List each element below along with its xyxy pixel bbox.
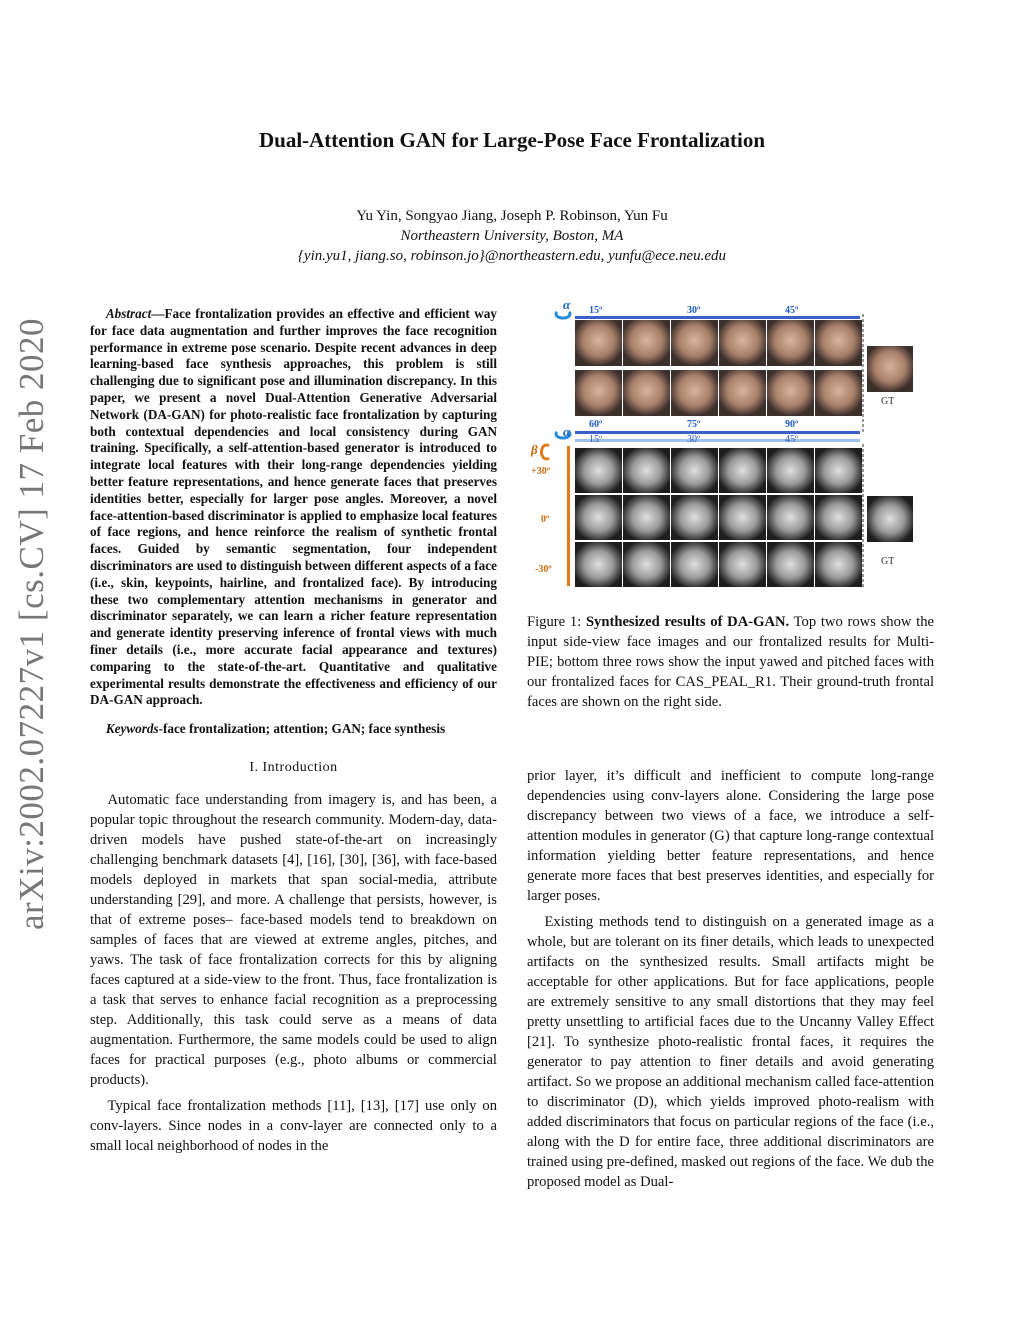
gt-face-top bbox=[867, 346, 913, 392]
alpha-label: α bbox=[563, 424, 571, 439]
alpha-label: α bbox=[563, 297, 571, 312]
email-line: {yin.yu1, jiang.so, robinson.jo}@northeastern.edu, yunfu@ece.neu.edu bbox=[297, 248, 727, 264]
angle-bar-bottom bbox=[575, 439, 860, 442]
intro-paragraph-2: Typical face frontalization methods [11], [13], [17] use only on conv-layers. Since nodes in a conv-layer are connected only to a small local neighborhood of nodes in the bbox=[90, 1097, 497, 1154]
beta-label: β bbox=[531, 442, 538, 457]
keywords bbox=[90, 721, 497, 738]
angle-label: 45º bbox=[785, 434, 799, 445]
caption-label: Figure 1: bbox=[527, 614, 582, 630]
caption-text: Top two rows show the input side-view face images and our frontalized results for Multi-PIE; bottom three rows show the input yawed and pitched faces with our frontalized faces for CAS_PEAL_R1. Their ground-truth frontal faces are shown on the right side. bbox=[527, 614, 934, 710]
pitch-label: +30º bbox=[531, 466, 550, 477]
keywords-label: Keywords bbox=[105, 721, 159, 737]
pitch-icon bbox=[541, 445, 549, 459]
angle-label: 75º bbox=[687, 419, 701, 430]
angle-label: 90º bbox=[785, 419, 799, 430]
abstract-label: Abstract bbox=[105, 306, 152, 321]
multipie-grid bbox=[575, 320, 913, 416]
section-heading: I. Introduction bbox=[249, 759, 338, 775]
left-column bbox=[90, 306, 497, 1162]
figure-graphic bbox=[527, 296, 934, 596]
arxiv-stamp: arXiv:2002.07227v1 [cs.CV] 17 Feb 2020 bbox=[12, 317, 51, 930]
gt-face-bottom bbox=[867, 496, 913, 542]
affiliation: Northeastern University, Boston, MA bbox=[400, 228, 624, 244]
keywords-text: -face frontalization; attention; GAN; face synthesis bbox=[158, 721, 446, 737]
caspeal-grid bbox=[575, 448, 913, 587]
abstract-text: —Face frontalization provides an effective and efficient way for face data augmentation and further improves the face recognition performance in extreme pose scenario. Despite recent advances in deep learning-based face synthesis approaches, this problem is still challenging due to significant pose and illumination discrepancy. In this paper, we present a novel Dual-Attention Generative Adversarial Network (DA-GAN) for photo-realistic face frontalization by capturing both contextual dependencies and local consistency during GAN training. Specifically, a self-attention-based generator is introduced to integrate local features with their long-range dependencies yielding better feature representations, and hence generate faces that preserves identities better, especially for larger pose angles. Moreover, a novel face-attention-based discriminator is applied to emphasize local features of face regions, and hence reinforce the realism of synthetic frontal faces. Guided by semantic segmentation, four independent discriminators are used to distinguish between different aspects of a face (i.e., skin, keypoints, hairline, and frontalized face). By introducing these two complementary attention mechanisms in generator and discriminator separately, we can learn a richer feature representation and generate identity preserving inference of frontal views with much finer details (i.e., more accurate facial appearance and textures) comparing to the state-of-the-art. Quantitative and qualitative experimental results demonstrate the effectiveness and efficiency of our DA-GAN approach. bbox=[90, 306, 497, 708]
intro-paragraph-1: Automatic face understanding from imagery is, and has been, a popular topic throughout the research community. Modern-day, data-driven models have pushed state-of-the-art on increasingly challenging benchmark datasets [4], [16], [30], [36], with face-based models deployed in markets that span social-media, attribute understanding [29], and more. A challenge that persists, however, is that of extreme poses– face-based models tend to breakdown on samples of faces that are viewed at extreme angles, pitches, and yaws. The task of face frontalization corrects for this by aligning faces captured at a side-view to the front. Thus, face frontalization is a task that serves to enhance facial recognition as a preprocessing step. Additionally, this task could serve as a means of data augmentation. Furthermore, the same models could be used to align faces for practical purposes (e.g., photo albums or commercial products). bbox=[90, 791, 497, 1088]
gt-label: GT bbox=[881, 556, 895, 567]
angle-bar-top bbox=[575, 316, 860, 319]
figure-1 bbox=[527, 296, 934, 596]
angle-label: 60º bbox=[589, 419, 603, 430]
author-block bbox=[0, 206, 1024, 266]
angle-bar-mid bbox=[575, 431, 860, 434]
angle-label: 30º bbox=[687, 434, 701, 445]
abstract bbox=[90, 306, 497, 709]
right-column bbox=[527, 766, 934, 1198]
angle-label: 15º bbox=[589, 434, 603, 445]
angle-label: 15º bbox=[589, 305, 603, 316]
pitch-label: -30º bbox=[535, 564, 552, 575]
authors: Yu Yin, Songyao Jiang, Joseph P. Robinson, Yun Fu bbox=[356, 208, 668, 224]
right-paragraph-2: Existing methods tend to distinguish on a generated image as a whole, but are tolerant on its finer details, which leads to unexpected artifacts on the synthesized results. Small artifacts might be acceptable for other applications. But for face applications, people are extremely sensitive to any small distortions that they may feel pretty unsettling to artificial faces due to the Uncanny Valley Effect [21]. To synthesize photo-realistic frontal faces, it requires the generator to pay attention to finer details and avoid generating artifact. So we propose an additional mechanism called face-attention to discriminator (D), which yields improved photo-realism with added discriminators that focus on particular regions of the face (i.e., along with the D for entire face, three additional discriminators are trained using pre-defined, masked out regions of the face. We dub the proposed model as Dual- bbox=[527, 914, 934, 1190]
angle-label: 30º bbox=[687, 305, 701, 316]
pitch-bar bbox=[567, 446, 570, 586]
gt-label: GT bbox=[881, 396, 895, 407]
angle-label: 45º bbox=[785, 305, 799, 316]
caption-title: Synthesized results of DA-GAN. bbox=[585, 614, 790, 630]
paper-title: Dual-Attention GAN for Large-Pose Face Frontalization bbox=[258, 128, 766, 152]
pitch-label: 0º bbox=[541, 514, 550, 525]
figure-caption bbox=[527, 612, 934, 712]
right-paragraph-1: prior layer, it’s difficult and inefficient to compute long-range dependencies using conv-layers alone. Considering the large pose discrepancy between two views of a face, we introduce a self-attention modules in generator (G) that capture long-range contextual information yielding better feature representations, and hence generate more faces that best preserves identities, and especially for larger poses. bbox=[527, 768, 934, 904]
